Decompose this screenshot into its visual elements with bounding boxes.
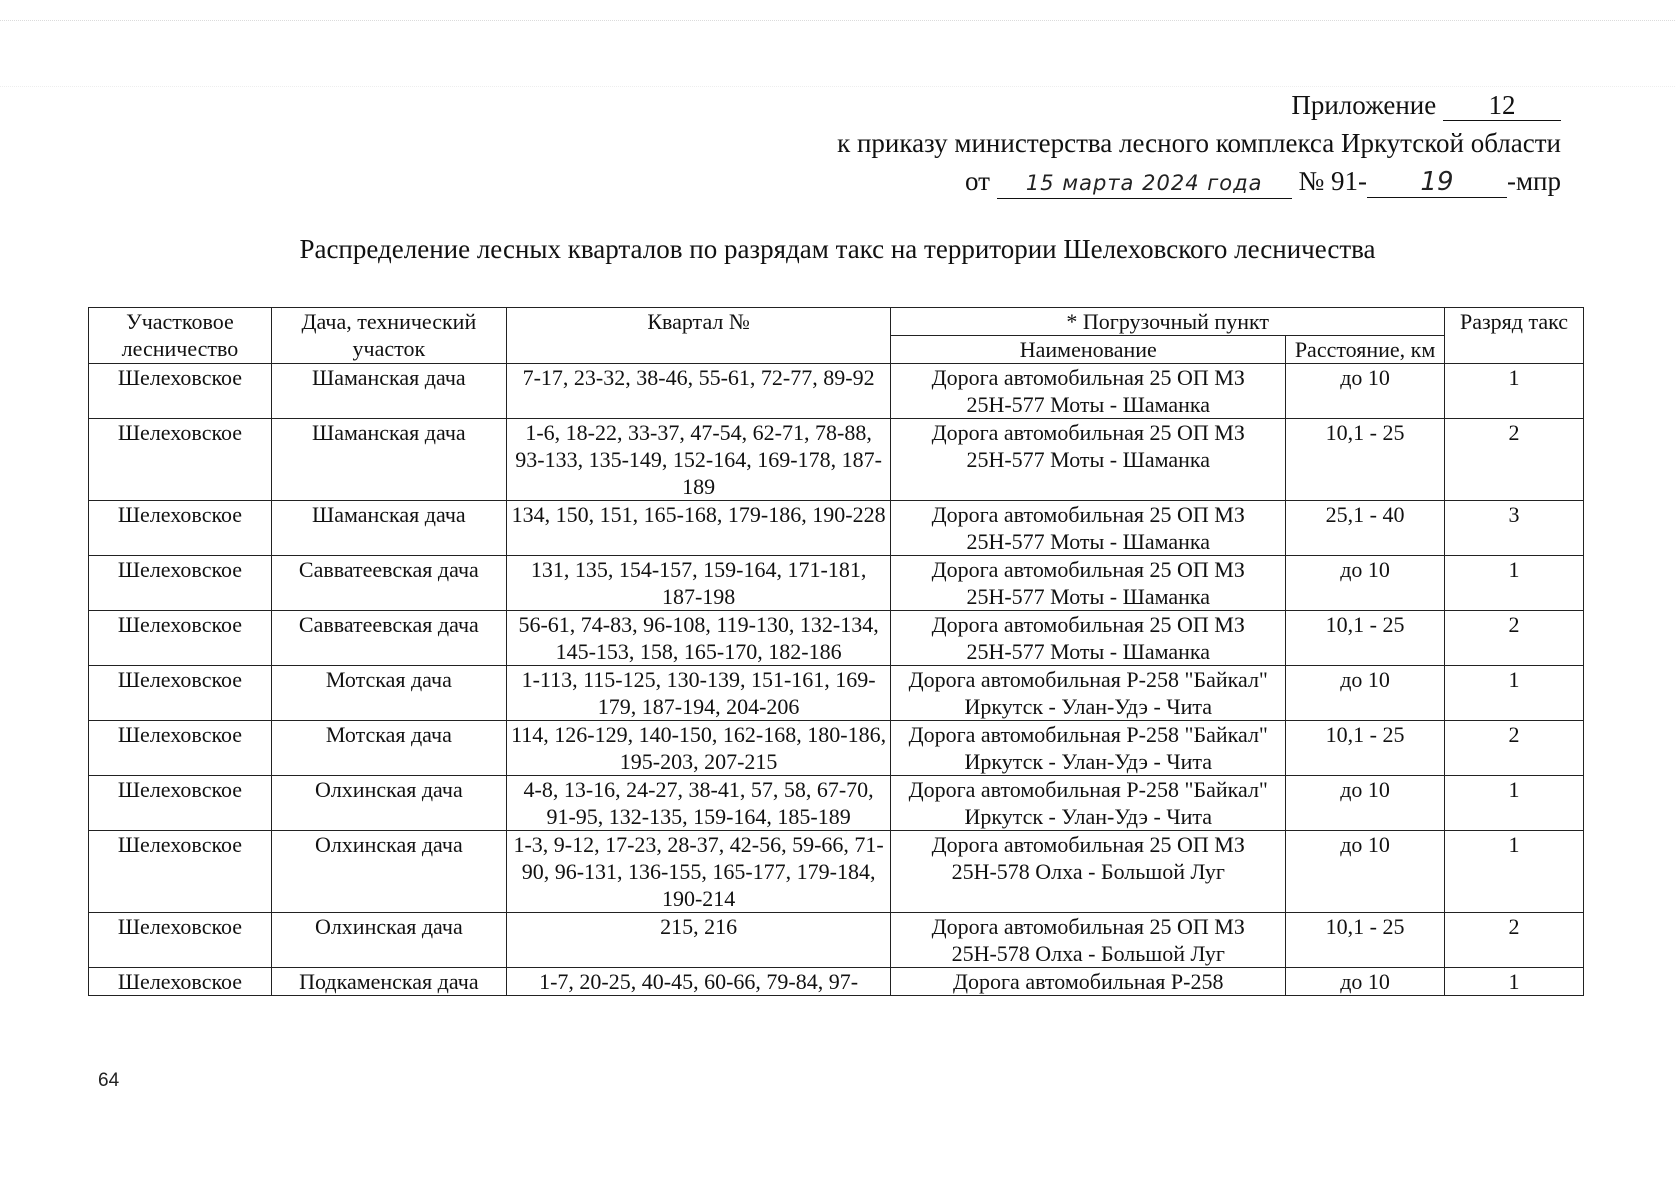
cell-loading-point: Дорога автомобильная Р-258 "Байкал" Иркутск - Улан-Удэ - Чита	[891, 776, 1286, 831]
table-row	[89, 721, 1584, 776]
cell-rank: 1	[1445, 556, 1584, 611]
tax-rank-table	[88, 307, 1584, 996]
cell-dacha: Шаманская дача	[271, 364, 506, 419]
cell-quarters: 56-61, 74-83, 96-108, 119-130, 132-134, 145-153, 158, 165-170, 182-186	[506, 611, 891, 666]
cell-forestry: Шелеховское	[89, 913, 272, 968]
cell-forestry: Шелеховское	[89, 721, 272, 776]
cell-distance: до 10	[1286, 556, 1445, 611]
cell-distance: 10,1 - 25	[1286, 913, 1445, 968]
appendix-header	[837, 86, 1561, 200]
order-number-suffix: -мпр	[1506, 166, 1561, 196]
cell-rank: 2	[1445, 611, 1584, 666]
cell-forestry: Шелеховское	[89, 776, 272, 831]
cell-rank: 3	[1445, 501, 1584, 556]
cell-loading-point: Дорога автомобильная 25 ОП МЗ 25Н-577 Моты - Шаманка	[891, 556, 1286, 611]
cell-rank: 2	[1445, 419, 1584, 501]
table-row	[89, 501, 1584, 556]
table-row	[89, 556, 1584, 611]
cell-forestry: Шелеховское	[89, 666, 272, 721]
cell-loading-point: Дорога автомобильная 25 ОП МЗ 25Н-577 Моты - Шаманка	[891, 611, 1286, 666]
table-row	[89, 364, 1584, 419]
cell-loading-point: Дорога автомобильная Р-258 "Байкал" Иркутск - Улан-Удэ - Чита	[891, 721, 1286, 776]
cell-rank: 1	[1445, 666, 1584, 721]
table-row	[89, 666, 1584, 721]
cell-dacha: Мотская дача	[271, 721, 506, 776]
page-number: 64	[98, 1070, 120, 1091]
order-line: к приказу министерства лесного комплекса Иркутской области	[837, 128, 1561, 158]
cell-distance: 10,1 - 25	[1286, 721, 1445, 776]
cell-forestry: Шелеховское	[89, 419, 272, 501]
cell-dacha: Мотская дача	[271, 666, 506, 721]
cell-dacha: Олхинская дача	[271, 831, 506, 913]
cell-distance: до 10	[1286, 968, 1445, 996]
cell-forestry: Шелеховское	[89, 611, 272, 666]
table-header-row	[89, 308, 1584, 336]
header-distance: Расстояние, км	[1286, 336, 1445, 364]
cell-distance: до 10	[1286, 776, 1445, 831]
appendix-label: Приложение	[1291, 90, 1437, 120]
cell-dacha: Савватеевская дача	[271, 556, 506, 611]
order-number-prefix: № 91-	[1298, 166, 1367, 196]
cell-loading-point: Дорога автомобильная Р-258	[891, 968, 1286, 996]
cell-quarters: 4-8, 13-16, 24-27, 38-41, 57, 58, 67-70, 91-95, 132-135, 159-164, 185-189	[506, 776, 891, 831]
cell-dacha: Шаманская дача	[271, 501, 506, 556]
cell-rank: 1	[1445, 364, 1584, 419]
cell-rank: 2	[1445, 721, 1584, 776]
from-label: от	[965, 166, 990, 196]
cell-forestry: Шелеховское	[89, 968, 272, 996]
table-row	[89, 776, 1584, 831]
cell-quarters: 215, 216	[506, 913, 891, 968]
order-number-handwritten: 19	[1367, 167, 1507, 198]
scan-edge-top	[0, 20, 1675, 21]
cell-rank: 2	[1445, 913, 1584, 968]
order-date-line	[837, 162, 1561, 200]
cell-quarters: 134, 150, 151, 165-168, 179-186, 190-228	[506, 501, 891, 556]
cell-loading-point: Дорога автомобильная 25 ОП МЗ 25Н-577 Моты - Шаманка	[891, 501, 1286, 556]
cell-dacha: Савватеевская дача	[271, 611, 506, 666]
cell-distance: 25,1 - 40	[1286, 501, 1445, 556]
appendix-line	[837, 86, 1561, 124]
table-row	[89, 611, 1584, 666]
cell-loading-point: Дорога автомобильная 25 ОП МЗ 25Н-578 Олха - Большой Луг	[891, 913, 1286, 968]
table-row	[89, 419, 1584, 501]
header-name: Наименование	[891, 336, 1286, 364]
cell-rank: 1	[1445, 831, 1584, 913]
cell-quarters: 1-7, 20-25, 40-45, 60-66, 79-84, 97-	[506, 968, 891, 996]
table-row	[89, 831, 1584, 913]
cell-quarters: 1-113, 115-125, 130-139, 151-161, 169-179, 187-194, 204-206	[506, 666, 891, 721]
cell-dacha: Олхинская дача	[271, 776, 506, 831]
cell-rank: 1	[1445, 968, 1584, 996]
cell-dacha: Олхинская дача	[271, 913, 506, 968]
cell-loading-point: Дорога автомобильная 25 ОП МЗ 25Н-578 Олха - Большой Луг	[891, 831, 1286, 913]
table-row	[89, 968, 1584, 996]
cell-forestry: Шелеховское	[89, 364, 272, 419]
cell-quarters: 1-6, 18-22, 33-37, 47-54, 62-71, 78-88, 93-133, 135-149, 152-164, 169-178, 187-189	[506, 419, 891, 501]
cell-forestry: Шелеховское	[89, 831, 272, 913]
cell-rank: 1	[1445, 776, 1584, 831]
cell-forestry: Шелеховское	[89, 556, 272, 611]
appendix-number: 12	[1443, 90, 1561, 121]
cell-quarters: 7-17, 23-32, 38-46, 55-61, 72-77, 89-92	[506, 364, 891, 419]
cell-distance: 10,1 - 25	[1286, 611, 1445, 666]
header-loading-point: * Погрузочный пункт	[891, 308, 1445, 336]
header-quarter: Квартал №	[506, 308, 891, 364]
cell-dacha: Шаманская дача	[271, 419, 506, 501]
cell-quarters: 1-3, 9-12, 17-23, 28-37, 42-56, 59-66, 71-90, 96-131, 136-155, 165-177, 179-184, 190-214	[506, 831, 891, 913]
cell-loading-point: Дорога автомобильная 25 ОП МЗ 25Н-577 Моты - Шаманка	[891, 364, 1286, 419]
cell-loading-point: Дорога автомобильная Р-258 "Байкал" Иркутск - Улан-Удэ - Чита	[891, 666, 1286, 721]
cell-distance: 10,1 - 25	[1286, 419, 1445, 501]
header-forestry: Участковое лесничество	[89, 308, 272, 364]
cell-distance: до 10	[1286, 364, 1445, 419]
order-date-handwritten: 15 марта 2024 года	[997, 168, 1292, 199]
header-rank: Разряд такс	[1445, 308, 1584, 364]
cell-quarters: 114, 126-129, 140-150, 162-168, 180-186, 195-203, 207-215	[506, 721, 891, 776]
cell-loading-point: Дорога автомобильная 25 ОП МЗ 25Н-577 Моты - Шаманка	[891, 419, 1286, 501]
cell-forestry: Шелеховское	[89, 501, 272, 556]
table-row	[89, 913, 1584, 968]
header-dacha: Дача, технический участок	[271, 308, 506, 364]
cell-distance: до 10	[1286, 666, 1445, 721]
document-title: Распределение лесных кварталов по разрядам такс на территории Шелеховского лесничества	[299, 234, 1376, 264]
cell-distance: до 10	[1286, 831, 1445, 913]
cell-dacha: Подкаменская дача	[271, 968, 506, 996]
cell-quarters: 131, 135, 154-157, 159-164, 171-181, 187-198	[506, 556, 891, 611]
